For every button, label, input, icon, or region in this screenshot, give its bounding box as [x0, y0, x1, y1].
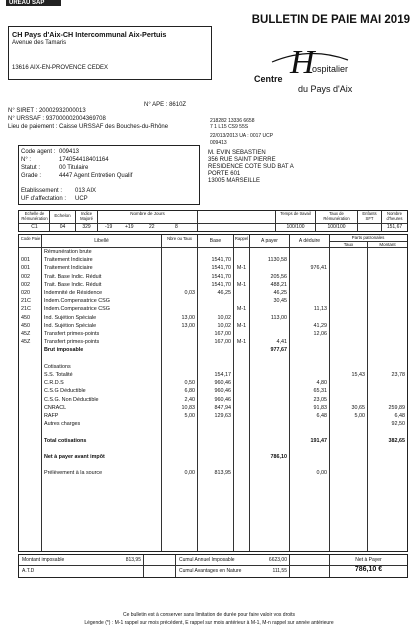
grid-v-temps: 100/100 [286, 224, 305, 230]
agent-value-num: 174054418401164 [59, 157, 109, 163]
agent-label-uf: UF d'affectation : [21, 196, 67, 202]
table-cell: 113,00 [270, 314, 287, 321]
table-cell: C.S.G. Non Déductible [44, 396, 99, 403]
table-cell: 2,40 [184, 396, 195, 403]
table-cell: Prélèvement à la source [44, 470, 103, 477]
small-code-2: 7 1 L15 CS9 55S [210, 124, 249, 130]
grid-h-taux: Taux de Rémunération [323, 211, 350, 221]
table-cell: 0,00 [184, 470, 195, 477]
urssaf: N° URSSAF : 937000002004369708 [8, 116, 106, 122]
agent-value-code: 009413 [59, 149, 80, 155]
table-cell: Indem.Compensatrice CSG [44, 298, 110, 305]
table-row [19, 274, 407, 281]
agent-label-num: N° : [21, 157, 32, 163]
table-cell: 10,02 [217, 322, 231, 329]
grid-v-echelon: 04 [59, 224, 66, 230]
table-cell: 11,13 [313, 306, 327, 313]
table-cell: 847,94 [214, 404, 231, 411]
table-row [19, 438, 407, 445]
footer-line-2: Légende (*) : M-1 rappel sur mois précédent, E rappel sur mois antérieur à M-1, M-n rappel sur année antérieure [84, 620, 334, 626]
table-cell: M-1 [236, 306, 247, 313]
ape: N° APE : 8610Z [144, 102, 187, 108]
agent-label-etab: Etablissement : [21, 188, 63, 194]
grid-h-enfants: Enfants SFT [362, 211, 377, 221]
table-row [19, 413, 407, 420]
grid-v-taux: 100/100 [327, 224, 346, 230]
employer-city: 13616 AIX-EN-PROVENCE CEDEX [12, 65, 109, 71]
table-cell: 5,00 [354, 413, 365, 419]
agent-label-code: Code agent : [21, 149, 56, 155]
table-cell: 129,63 [214, 413, 231, 419]
table-row [19, 290, 407, 297]
table-cell: Traitement Indiciaire [44, 257, 93, 264]
grid-h-echelle: Echelle de Rémunération [21, 211, 48, 221]
logo-pays-aix: du Pays d'Aix [298, 84, 353, 94]
logo-arc [270, 50, 350, 64]
table-cell: Cotisations [44, 363, 71, 370]
table-cell: 167,00 [214, 339, 231, 346]
table-cell: 960,46 [214, 388, 231, 395]
table-cell: C.R.D.S [44, 380, 64, 387]
table-cell: Trait. Base Indic. Réduit [44, 281, 102, 288]
agent-box [18, 145, 200, 205]
table-row [19, 257, 407, 264]
th-apayer: A payer [261, 238, 278, 244]
doc-ref-2: 009413 [210, 140, 227, 146]
table-cell: 6,80 [184, 388, 195, 395]
table-row [19, 446, 407, 453]
table-cell: 976,41 [310, 265, 327, 272]
siret: N° SIRET : 20002932000013 [8, 108, 86, 114]
table-cell: 167,00 [214, 331, 231, 337]
table-cell: 1130,58 [267, 257, 287, 264]
logo [250, 44, 380, 102]
net-label: Net à Payer [355, 557, 382, 563]
logo-centre: Centre [254, 74, 283, 84]
footer-line-1: Ce bulletin est à conserver sans limitation de durée pour faire valoir vos droits [122, 612, 296, 618]
page-title: BULLETIN DE PAIE MAI 2019 [251, 14, 410, 26]
table-cell: Trait. Base Indic. Réduit [44, 273, 102, 280]
grid-v-j4: 8 [175, 224, 178, 230]
net-value: 786,10 € [354, 566, 383, 573]
table-row [19, 339, 407, 346]
recipient-line-4: PORTE 601 [208, 171, 241, 177]
table-row [19, 331, 407, 338]
th-base: Base [209, 238, 222, 244]
table-cell: 154,17 [214, 372, 231, 378]
table-cell: M-1 [236, 265, 247, 272]
info-grid [18, 210, 408, 232]
table-cell: 002 [21, 281, 30, 288]
table-cell: 813,95 [214, 470, 231, 477]
th-adeduire: A déduire [298, 238, 321, 244]
table-cell: 41,29 [313, 322, 327, 329]
table-cell: Brut imposable [44, 347, 84, 354]
table-cell: 45Z [21, 339, 31, 346]
table-cell: 191,47 [310, 437, 327, 444]
table-row [19, 282, 407, 289]
table-cell: Ind. Sujétion Spéciale [44, 322, 97, 329]
table-row [19, 397, 407, 404]
table-cell: 6,48 [316, 413, 327, 419]
table-cell: 002 [21, 273, 30, 280]
table-cell: M-1 [236, 339, 247, 346]
table-cell: 5,00 [184, 413, 195, 419]
table-row [19, 372, 407, 379]
table-cell: 0,50 [184, 380, 195, 387]
small-code-1: 218282 13336 6658 [210, 118, 255, 124]
recipient-line-5: 13005 MARSEILLE [208, 178, 261, 184]
agent-value-etab: 013 AIX [75, 188, 97, 194]
table-cell: 6,48 [394, 413, 405, 419]
table-cell: Transfert primes-points [44, 331, 100, 337]
montant-imposable-value: 813,95 [125, 557, 141, 563]
table-cell: 10,83 [181, 404, 195, 411]
table-cell: Ind. Sujétion Spéciale [44, 314, 97, 321]
patronal-header: Parts patronales [351, 235, 385, 240]
table-row [19, 380, 407, 387]
employer-street: Avenue des Tamaris [12, 40, 67, 46]
table-cell: 10,02 [217, 314, 231, 321]
table-cell: 450 [21, 314, 30, 321]
cumul-value: 6623,00 [268, 557, 287, 563]
table-cell: 65,31 [313, 388, 327, 395]
grid-v-heures: 151,67 [386, 224, 403, 230]
table-cell: 205,56 [270, 273, 287, 280]
table-cell: 4,41 [276, 339, 287, 346]
table-cell: 91,83 [313, 404, 327, 411]
table-cell: 001 [21, 257, 30, 264]
pay-table [18, 234, 408, 552]
table-row [19, 405, 407, 412]
table-cell: 1541,70 [211, 273, 231, 280]
th-rappel: Rappel [234, 236, 249, 241]
grid-h-temps: Temps de travail [280, 211, 311, 216]
grid-v-j3: 22 [149, 224, 155, 230]
table-cell: 1541,70 [211, 281, 231, 288]
table-cell: 450 [21, 322, 30, 329]
table-cell: 382,65 [388, 437, 405, 444]
table-row [19, 364, 407, 371]
table-cell: 0,00 [316, 470, 327, 477]
employer-box [8, 26, 212, 80]
recipient-line-2: 356 RUE SAINT PIERRE [208, 157, 276, 163]
agent-value-statut: 00 Titulaire [59, 165, 89, 171]
grid-h-echelon: Echelon [54, 213, 71, 218]
table-cell: RAFP [44, 413, 59, 419]
table-cell: 960,46 [214, 396, 231, 403]
table-cell: 12,06 [313, 331, 327, 337]
grid-v-j1: -19 [105, 224, 113, 230]
agent-value-grade: 4447 Agent Entretien Qualif [59, 173, 133, 179]
top-tab: UREAU SAP [6, 0, 61, 6]
table-row [19, 421, 407, 428]
table-cell: Traitement Indiciaire [44, 265, 93, 272]
grid-v-j2: +19 [125, 224, 134, 230]
agent-label-statut: Statut : [21, 165, 41, 171]
table-cell: S.S. Totalité [44, 372, 73, 378]
table-cell: 786,10 [270, 454, 287, 460]
table-cell: 15,43 [351, 372, 365, 378]
th-libelle: Libellé [94, 238, 109, 244]
montant-imposable-label: Montant imposable [22, 557, 65, 563]
table-row [19, 298, 407, 305]
table-cell: 13,00 [181, 314, 195, 321]
table-cell: 1541,70 [211, 257, 231, 264]
table-row [19, 347, 407, 354]
table-cell: Transfert primes-points [44, 339, 100, 346]
th-nbre: Nbre ou Taux [167, 236, 192, 241]
table-cell: M-1 [236, 281, 247, 288]
table-cell: 92,50 [391, 421, 405, 428]
table-row [19, 323, 407, 330]
logo-big-h: H [290, 44, 315, 81]
table-cell: 960,46 [214, 380, 231, 387]
doc-ref: 22/013/2013 UA : 0017 UCP [210, 133, 274, 139]
grid-h-jours: Nombre de Jours [130, 211, 165, 216]
table-row [19, 388, 407, 395]
table-row [19, 470, 407, 477]
table-cell: Total cotisations [44, 437, 87, 444]
summary-box [18, 554, 408, 578]
logo-ospitalier: ospitalier [312, 64, 349, 74]
table-cell: 977,67 [270, 347, 287, 354]
table-cell: 46,25 [217, 290, 231, 296]
grid-v-echelle: C1 [31, 224, 38, 230]
table-row [19, 454, 407, 461]
table-cell: 23,05 [313, 396, 327, 403]
table-cell: 020 [21, 290, 30, 296]
grid-h-heures: Nombre d'heures [386, 211, 403, 221]
table-cell: Net à payer avant impôt [44, 454, 105, 460]
table-cell: 1541,70 [211, 265, 231, 272]
table-cell: 30,45 [273, 298, 287, 305]
table-cell: 0,03 [184, 290, 195, 296]
table-row [19, 306, 407, 313]
table-cell: 45Z [21, 331, 31, 337]
table-cell: 30,65 [351, 404, 365, 411]
table-cell: Indemnité de Résidence [44, 290, 103, 296]
table-cell: 4,80 [316, 380, 327, 387]
table-cell: Indem.Compensatrice CSG [44, 306, 110, 313]
lieu-paiement: Lieu de paiement : Caisse URSSAF des Bouches-du-Rhône [8, 124, 169, 130]
atd-label: A.T.D [22, 568, 35, 574]
table-cell: Rémunération brute [44, 249, 92, 255]
table-cell: Autres charges [44, 421, 81, 428]
recipient-name: M. EVIN SEBASTIEN [208, 150, 266, 156]
table-row [19, 265, 407, 272]
table-cell: M-1 [236, 322, 247, 329]
table-row [19, 462, 407, 469]
table-row [19, 429, 407, 436]
table-row [19, 356, 407, 363]
table-row [19, 249, 407, 256]
table-cell: 001 [21, 265, 30, 272]
agent-value-uf: UCP [75, 196, 88, 202]
cumul-avantages-label: Cumul Avantages en Nature [179, 568, 242, 574]
recipient-line-3: RESIDENCE COTE SUD BAT A [208, 164, 294, 170]
table-cell: 21C [21, 306, 31, 313]
grid-v-indice: 329 [82, 224, 91, 230]
th-taux: Taux [343, 242, 354, 247]
table-cell: 23,78 [391, 372, 405, 378]
table-cell: 46,25 [273, 290, 287, 296]
table-row [19, 315, 407, 322]
table-cell: 13,00 [181, 322, 195, 329]
table-cell: 488,21 [270, 281, 287, 288]
cumul-avantages-value: 111,55 [272, 568, 287, 574]
table-cell: 21C [21, 298, 31, 305]
table-cell: C.S.G Déductible [44, 388, 86, 395]
table-cell: 259,89 [388, 404, 405, 411]
th-montant: Montant [379, 242, 396, 247]
th-code: Code Paie [20, 236, 41, 241]
cumul-label: Cumul Annuel Imposable [179, 557, 235, 563]
table-cell: CNRACL [44, 404, 67, 411]
employer-name: CH Pays d'Aix-CH Intercommunal Aix-Pertuis [12, 30, 167, 39]
agent-label-grade: Grade : [21, 173, 42, 179]
grid-h-indice: Indice Majoré [80, 211, 93, 221]
